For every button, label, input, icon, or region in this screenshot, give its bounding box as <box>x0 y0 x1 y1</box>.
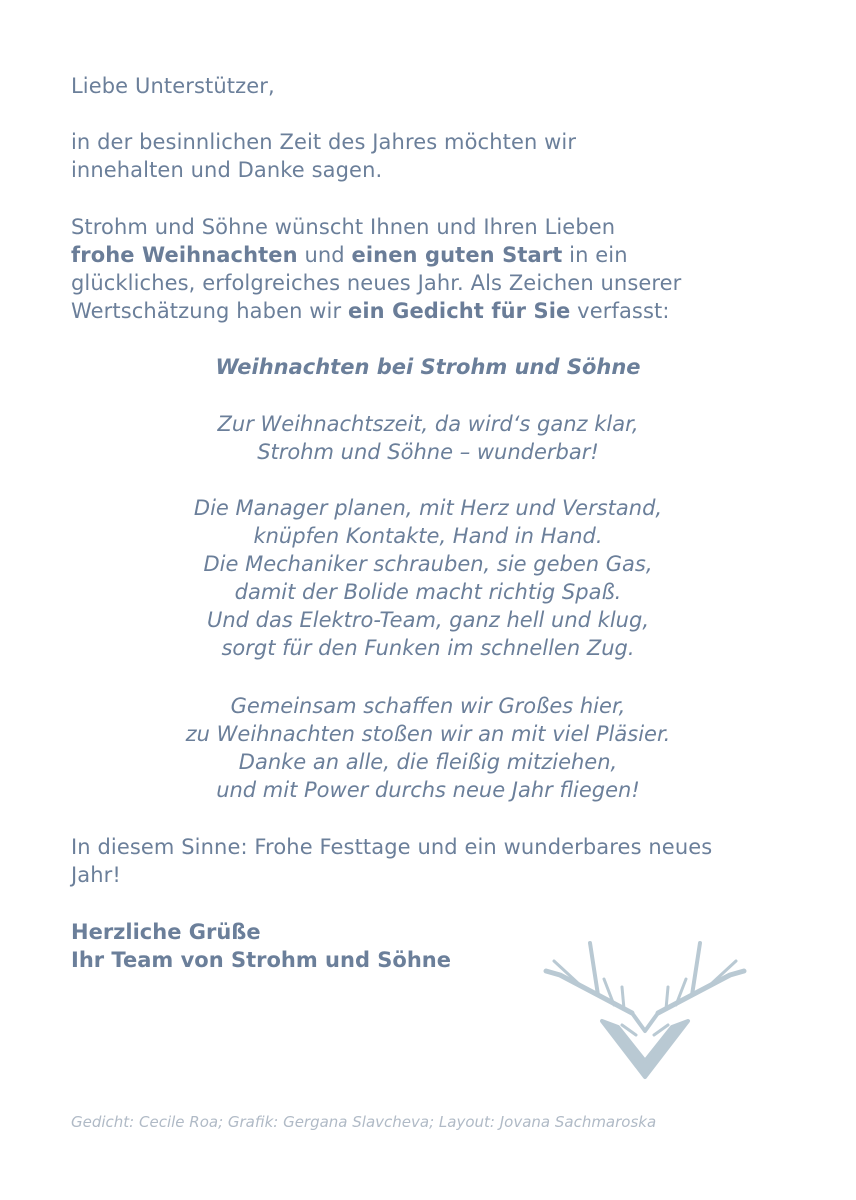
closing-line-1: In diesem Sinne: Frohe Festtage und ein wunderbares neues <box>71 835 713 859</box>
intro-line-2: innehalten und Danke sagen. <box>71 158 383 182</box>
wishes-bold-2: einen guten Start <box>351 243 563 267</box>
poem-stanza-3 <box>0 692 856 804</box>
poem-line: damit der Bolide macht richtig Spaß. <box>234 580 622 604</box>
intro-line-1: in der besinnlichen Zeit des Jahres möchten wir <box>71 130 577 154</box>
wishes-bold-3: ein Gedicht für Sie <box>348 299 571 323</box>
poem-line: und mit Power durchs neue Jahr fliegen! <box>216 778 640 802</box>
poem-line: knüpfen Kontakte, Hand in Hand. <box>253 524 603 548</box>
signature <box>71 918 451 974</box>
deer-antler-logo-icon <box>540 935 750 1085</box>
poem-line: Zur Weihnachtszeit, da wird‘s ganz klar, <box>217 412 639 436</box>
poem-line: Gemeinsam schaffen wir Großes hier, <box>230 694 626 718</box>
signature-line-1: Herzliche Grüße <box>71 920 261 944</box>
wishes-line-3: glückliches, erfolgreiches neues Jahr. Als Zeichen unserer <box>71 271 682 295</box>
poem-line: Danke an alle, die fleißig mitziehen, <box>238 750 618 774</box>
poem-line: Die Mechaniker schrauben, sie geben Gas, <box>203 552 653 576</box>
wishes-line-4 <box>71 297 783 325</box>
signature-line-2: Ihr Team von Strohm und Söhne <box>71 948 451 972</box>
wishes-text-2: in ein <box>562 243 628 267</box>
wishes-line-1: Strohm und Söhne wünscht Ihnen und Ihren Lieben <box>71 215 616 239</box>
poem-line: sorgt für den Funken im schnellen Zug. <box>221 636 635 660</box>
poem-line: Und das Elektro-Team, ganz hell und klug, <box>207 608 649 632</box>
wishes-text-3: Wertschätzung haben wir <box>71 299 348 323</box>
poem-line: zu Weihnachten stoßen wir an mit viel Pläsier. <box>185 722 671 746</box>
wishes-bold-1: frohe Weihnachten <box>71 243 298 267</box>
greeting-line: Liebe Unterstützer, <box>71 74 275 98</box>
poem-stanza-1 <box>0 410 856 466</box>
poem-title: Weihnachten bei Strohm und Söhne <box>215 355 641 379</box>
poem-line: Strohm und Söhne – wunderbar! <box>257 440 599 464</box>
poem-stanza-2 <box>0 494 856 662</box>
credits-line: Gedicht: Cecile Roa; Grafik: Gergana Slavcheva; Layout: Jovana Sachmaroska <box>71 1113 657 1131</box>
intro-paragraph <box>71 128 783 184</box>
poem-line: Die Manager planen, mit Herz und Verstand, <box>193 496 663 520</box>
greeting <box>71 72 783 100</box>
wishes-text-1: und <box>297 243 352 267</box>
wishes-text-4: verfasst: <box>570 299 670 323</box>
closing-line-2: Jahr! <box>71 863 121 887</box>
wishes-line-2 <box>71 241 783 269</box>
wishes-paragraph <box>71 213 783 325</box>
closing-paragraph <box>71 833 783 889</box>
